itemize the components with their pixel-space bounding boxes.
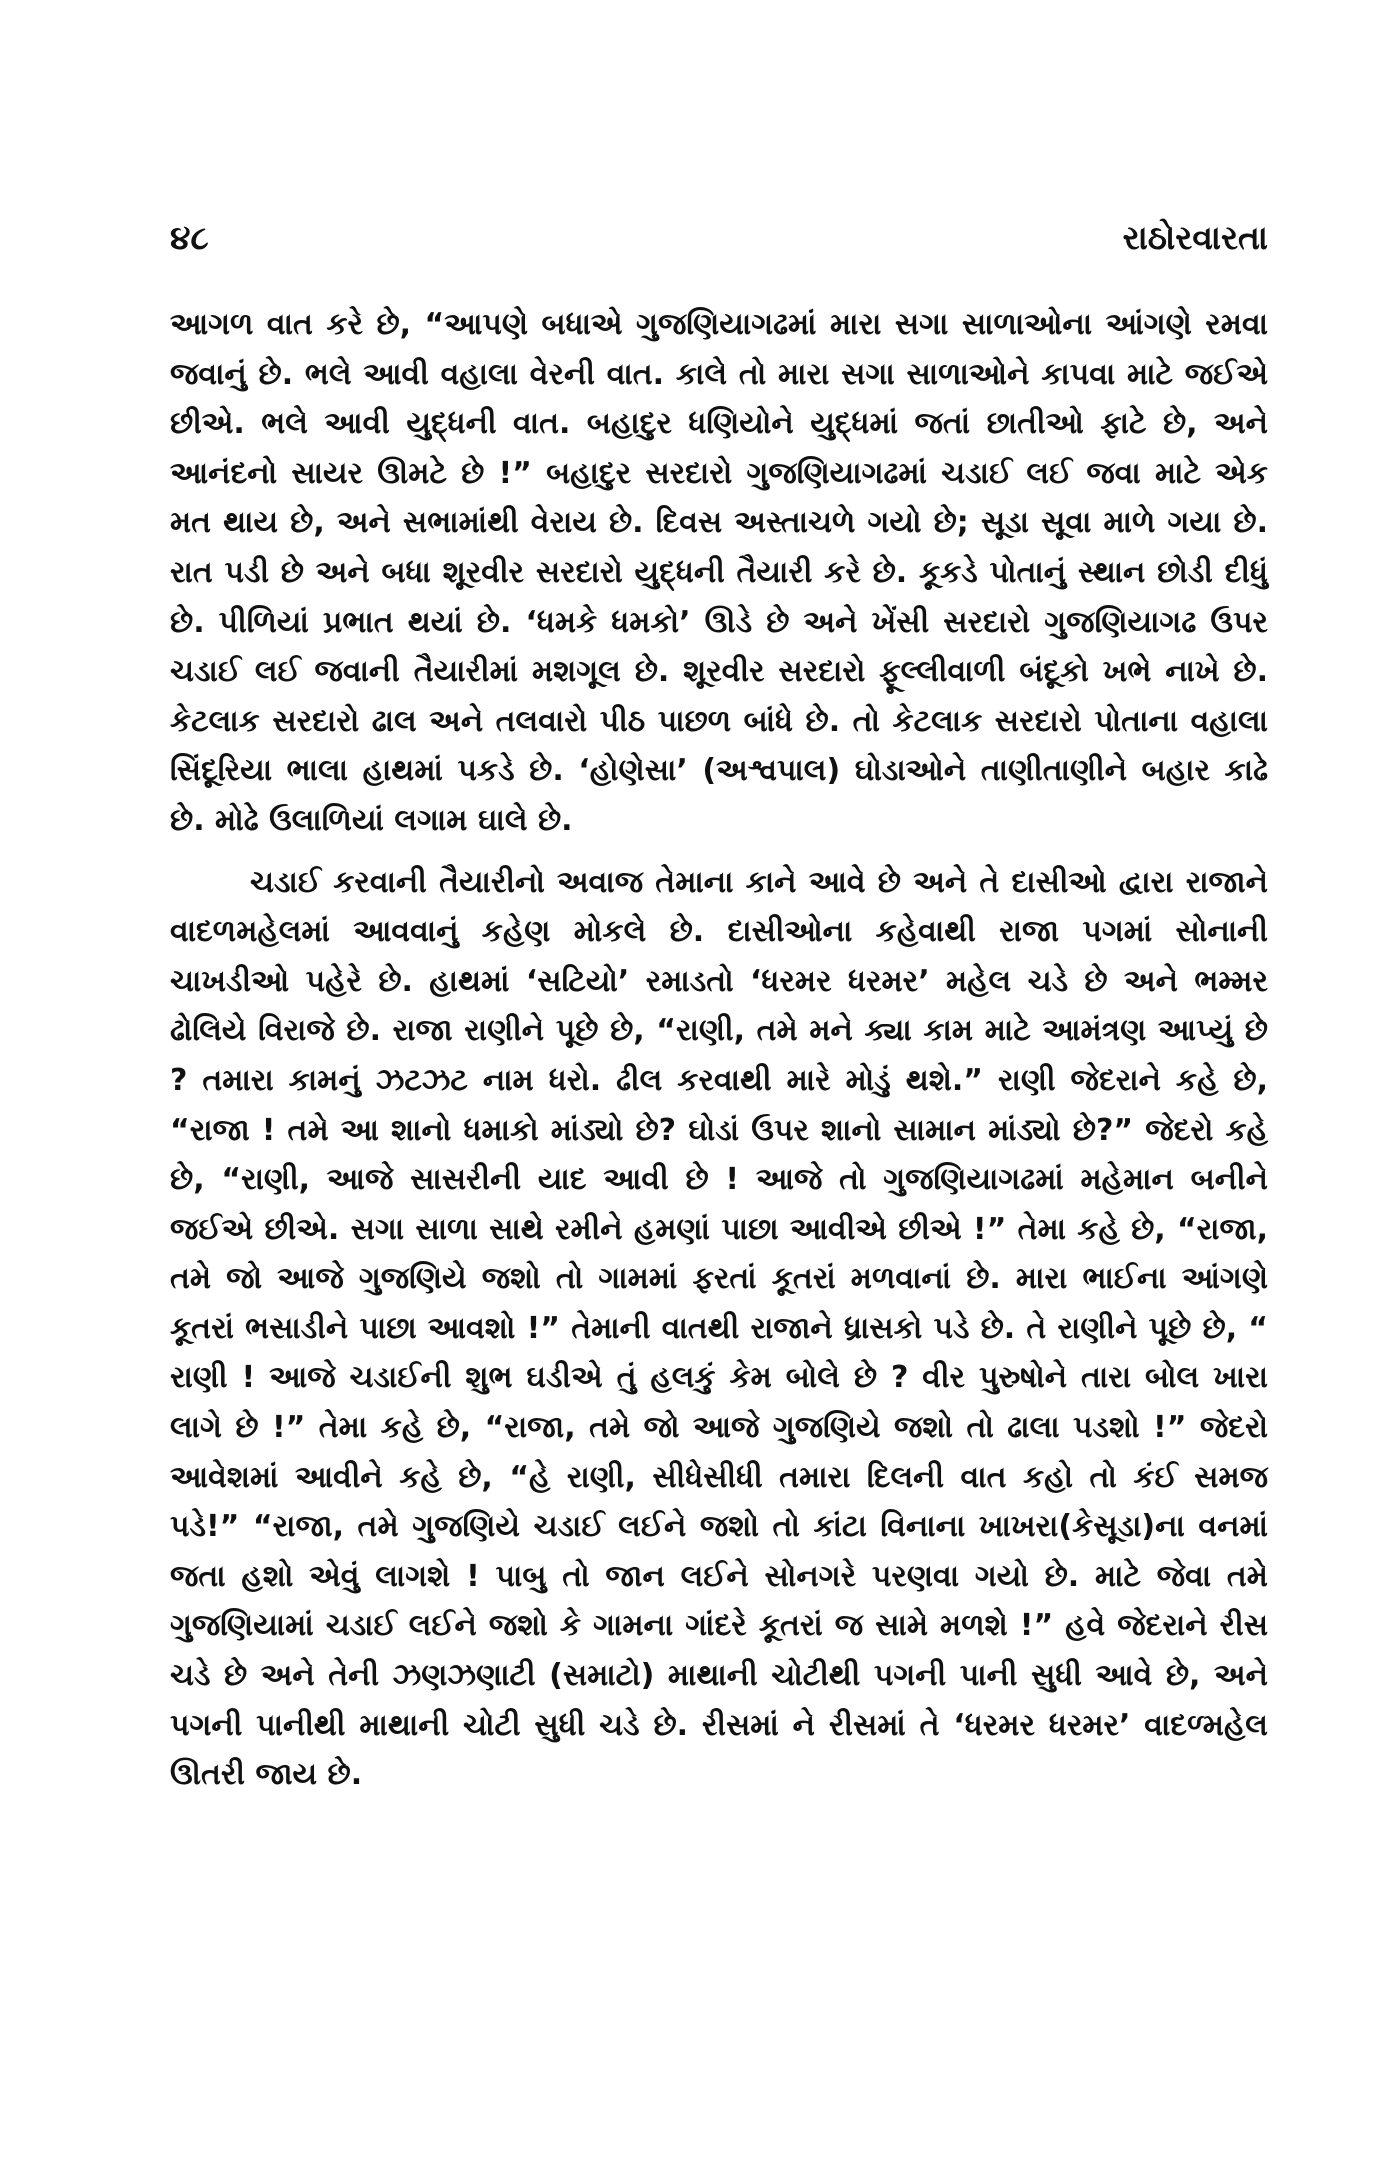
body-text	[170, 300, 1268, 1800]
page-number: ૪૮	[170, 218, 209, 257]
running-title: રાઠોરવારતા	[1122, 218, 1268, 257]
paragraph-2: ચડાઈ કરવાની તૈયારીનો અવાજ તેમાના કાને આવે છે અને તે દાસીઓ દ્વારા રાજાને વાદળમહેલમાં આવવાનું કહેણ મોકલે છે. દાસીઓના કહેવાથી રાજા પગમાં સોનાની ચાખડીઓ પહેરે છે. હાથમાં ‘સટિયો’ રમાડતો ‘ધરમર ધરમર’ મહેલ ચડે છે અને ભમ્મર ઢોલિયે વિરાજે છે. રાજા રાણીને પૂછે છે, “રાણી, તમે મને ક્યા કામ માટે આમંત્રણ આપ્યું છે ? તમારા કામનું ઝટઝટ નામ ધરો. ઢીલ કરવાથી મારે મોડું થશે.” રાણી જેદરાને કહે છે, “રાજા ! તમે આ શાનો ધમાકો માંડ્યો છે? ઘોડાં ઉપર શાનો સામાન માંડ્યો છે?” જેદરો કહે છે, “રાણી, આજે સાસરીની યાદ આવી છે ! આજે તો ગુજણિયાગઢમાં મહેમાન બનીને જઈએ છીએ. સગા સાળા સાથે રમીને હમણાં પાછા આવીએ છીએ !” તેમા કહે છે, “રાજા, તમે જો આજે ગુજણિયે જશો તો ગામમાં ફરતાં કૂતરાં મળવાનાં છે. મારા ભાઈના આંગણે કૂતરાં ભસાડીને પાછા આવશો !” તેમાની વાતથી રાજાને ધ્રાસકો પડે છે. તે રાણીને પૂછે છે, “ રાણી ! આજે ચડાઈની શુભ ઘડીએ તું હલકું કેમ બોલે છે ? વીર પુરુષોને તારા બોલ ખારા લાગે છે !” તેમા કહે છે, “રાજા, તમે જો આજે ગુજણિયે જશો તો ઢાલા પડશો !” જેદરો આવેશમાં આવીને કહે છે, “હે રાણી, સીધેસીધી તમારા દિલની વાત કહો તો કંઈ સમજ પડે!” “રાજા, તમે ગુજણિયે ચડાઈ લઈને જશો તો કાંટા વિનાના ખાખરા(કેસૂડા)ના વનમાં જતા હશો એવું લાગશે ! પાબુ તો જાન લઈને સોનગરે પરણવા ગયો છે. માટે જેવા તમે ગુજણિયામાં ચડાઈ લઈને જશો કે ગામના ગાંદરે કૂતરાં જ સામે મળશે !” હવે જેદરાને રીસ ચડે છે અને તેની ઝણઝણાટી (સમાટો) માથાની ચોટીથી પગની પાની સુધી આવે છે, અને પગની પાનીથી માથાની ચોટી સુધી ચડે છે. રીસમાં ને રીસમાં તે ‘ધરમર ધરમર’ વાદળ્મહેલ ઊતરી જાય છે.	[170, 864, 1268, 1793]
paragraph-1: આગળ વાત કરે છે, “આપણે બધાએ ગુજણિયાગઢમાં મારા સગા સાળાઓના આંગણે રમવા જવાનું છે. ભલે આવી વહાલા વેરની વાત. કાલે તો મારા સગા સાળાઓને કાપવા માટે જઈએ છીએ. ભલે આવી યુદ્ધની વાત. બહાદુર ધણિયોને યુદ્ધમાં જતાં છાતીઓ ફાટે છે, અને આનંદનો સાયર ઊમટે છે !” બહાદુર સરદારો ગુજણિયાગઢમાં ચડાઈ લઈ જવા માટે એક મત થાય છે, અને સભામાંથી વેરાય છે. દિવસ અસ્તાચળે ગયો છે; સૂડા સૂવા માળે ગયા છે. રાત પડી છે અને બધા શૂરવીર સરદારો યુદ્ધની તૈયારી કરે છે. કૂકડે પોતાનું સ્થાન છોડી દીધું છે. પીળિયાં પ્રભાત થયાં છે. ‘ધમકે ધમકો’ ઊડે છે અને ખેંસી સરદારો ગુજણિયાગઢ ઉપર ચડાઈ લઈ જવાની તૈયારીમાં મશગૂલ છે. શૂરવીર સરદારો ફૂલ્લીવાળી બંદૂકો ખભે નાખે છે. કેટલાક સરદારો ઢાલ અને તલવારો પીઠ પાછળ બાંધે છે. તો કેટલાક સરદારો પોતાના વહાલા સિંદૂરિયા ભાલા હાથમાં પકડે છે. ‘હોણેસા’ (અશ્વપાલ) ઘોડાઓને તાણીતાણીને બહાર કાઢે છે. મોઢે ઉલાળિયાં લગામ ઘાલે છે.	[170, 307, 1268, 838]
page-header	[170, 218, 1268, 268]
